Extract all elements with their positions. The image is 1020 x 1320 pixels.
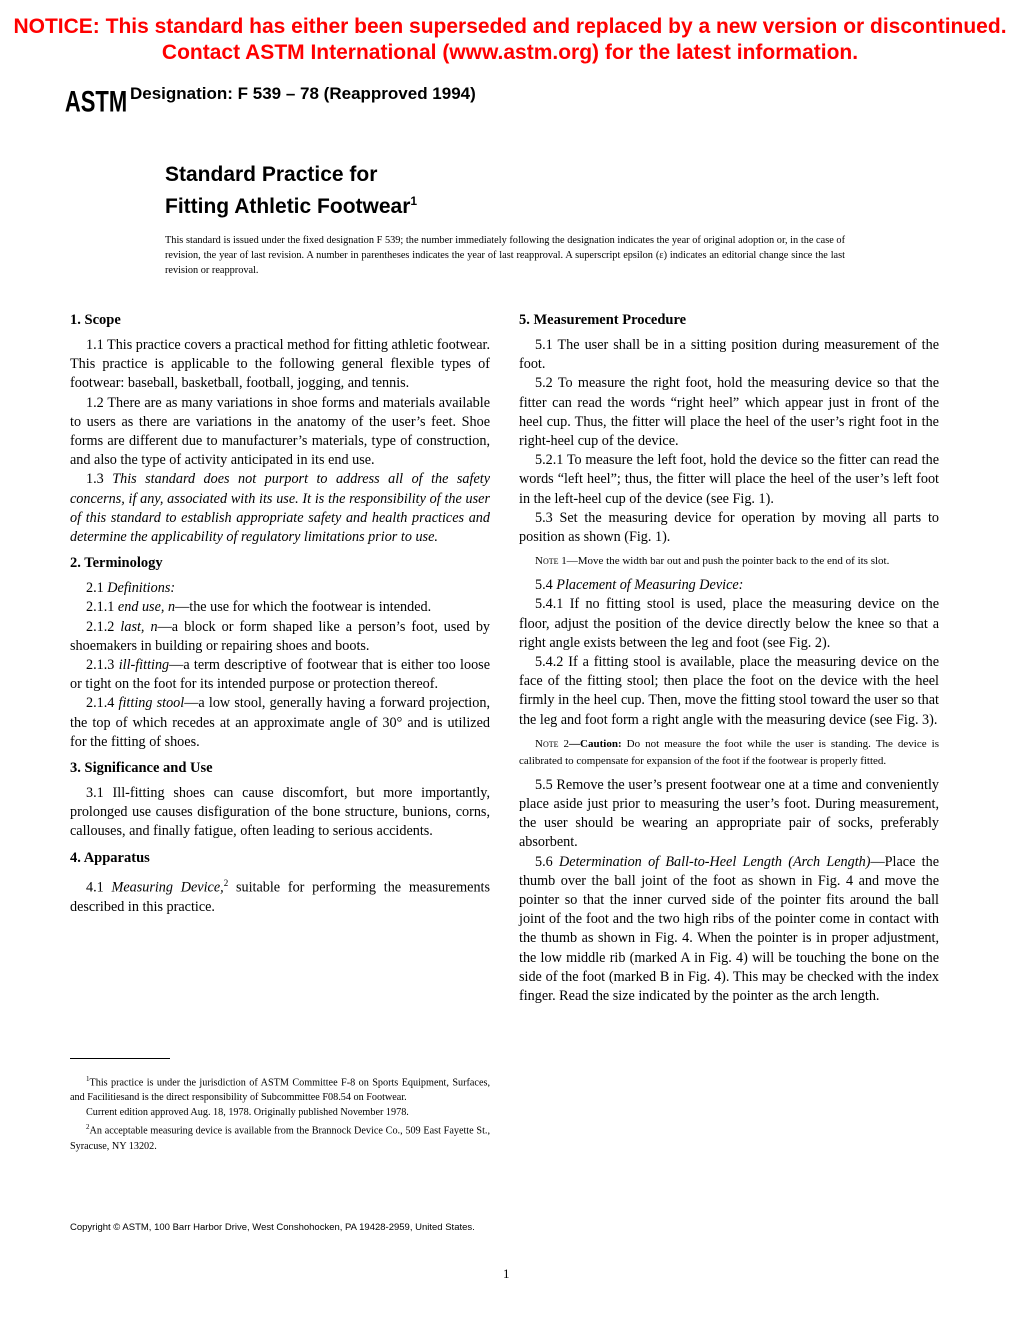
para-1-2: 1.2 There are as many variations in shoe forms and materials available to users as there are variations in the anatomy of the user’s feet. Shoe forms are different due to manufacturer’s materials, type of construction, and also the type of activity anticipated in its end use.: [70, 394, 490, 469]
para-2-1-text: Definitions:: [107, 580, 176, 597]
astm-logo-icon: [64, 78, 128, 126]
para-2-1: [70, 579, 490, 598]
term-arch-length: Determination of Ball-to-Heel Length (Arch Length): [559, 853, 871, 870]
para-4-1-text: suitable for performing the measurements described in this practice.: [70, 879, 491, 915]
note-1-text: —Move the width bar out and push the pointer back to the end of its slot.: [566, 555, 890, 568]
term-end-use: end use, n: [117, 599, 176, 616]
para-5-6: [519, 853, 939, 1007]
para-2-1-3-number: 2.1.3: [86, 657, 119, 674]
para-5-6-number: 5.6: [535, 853, 560, 870]
para-5-4: [519, 576, 939, 595]
footnote-divider: [70, 1058, 170, 1059]
footnote-2-text: An acceptable measuring device is available from the Brannock Device Co., 509 East Fayette St., Syracuse, NY 13202.: [70, 1125, 490, 1152]
para-5-3: 5.3 Set the measuring device for operation by moving all parts to position as shown (Fig. 1).: [519, 509, 939, 546]
designation: Designation: F 539 – 78 (Reapproved 1994): [130, 84, 476, 103]
para-1-1: 1.1 This practice covers a practical method for fitting athletic footwear. This practice is applicable to the following general flexible types of footwear: baseball, basketball, football, jogging, and tennis.: [70, 337, 490, 392]
page-number: 1: [503, 1266, 510, 1281]
para-2-1-number: 2.1: [86, 580, 108, 597]
note-1-label: Note 1: [535, 555, 567, 568]
notice-line-1: NOTICE: This standard has either been superseded and replaced by a new version or discontinued.: [13, 15, 1007, 38]
terminology-heading: 2. Terminology: [70, 555, 163, 572]
note-1: [519, 553, 939, 570]
para-5-5: 5.5 Remove the user’s present footwear one at a time and conveniently place aside just prior to measuring the user’s foot. During measurement, the user should be wearing an appropriate pair of socks, preferably absorbent.: [519, 776, 939, 851]
para-2-1-3: [70, 656, 490, 694]
def-end-use: —the use for which the footwear is intended.: [175, 599, 432, 616]
term-measuring-device: Measuring Device,: [111, 879, 224, 896]
para-2-1-1-number: 2.1.1: [86, 599, 118, 616]
note-2-label: Note 2: [535, 737, 570, 750]
para-1-3: [70, 470, 490, 547]
title-footnote-mark: 1: [410, 194, 418, 208]
term-last: last, n: [120, 618, 158, 635]
para-5-2: 5.2 To measure the right foot, hold the measuring device so that the fitter can read the words “right heel” which appear just in front of the heel cup. Thus, the fitter will place the heel of the user’s right foot in the right-heel cup of the device.: [519, 375, 939, 450]
superseded-notice: [0, 14, 1020, 66]
footnote-2-ref: 2: [223, 877, 229, 888]
apparatus-heading: 4. Apparatus: [70, 849, 150, 866]
para-1-3-text: This standard does not purport to address all of the safety concerns, if any, associated with its use. It is the responsibility of the user of this standard to establish appropriate safety and health practices and determine the applicability of regulatory limitations prior to use.: [70, 471, 490, 546]
footnote-1-edition: Current edition approved Aug. 18, 1978. Originally published November 1978.: [86, 1107, 409, 1119]
copyright: Copyright © ASTM, 100 Barr Harbor Drive, West Conshohocken, PA 19428-2959, United States.: [70, 1222, 475, 1233]
footnote-2: [70, 1120, 490, 1153]
para-3-1: 3.1 Ill-fitting shoes can cause discomfort, but more importantly, prolonged use causes disfiguration of the bone structure, bunions, corns, callouses, and finally fatigue, often leading to serious accidents.: [70, 785, 490, 840]
para-5-4-text: Placement of Measuring Device:: [556, 577, 744, 594]
para-5-2-1: 5.2.1 To measure the left foot, hold the device so the fitter can read the words “left heel”; thus, the fitter will place the heel of the user’s left foot in the left-heel cup of the device (see Fig. 1).: [519, 452, 939, 507]
footnote-1-text: This practice is under the jurisdiction of ASTM Committee F-8 on Sports Equipment, Surfaces, and Facilitiesand is the direct responsibility of Subcommittee F08.54 on Footwear.: [70, 1077, 490, 1104]
def-last: —a block or form shaped like a person’s foot, used by shoemakers in building or repairing shoes and boots.: [70, 618, 491, 654]
para-4-1-number: 4.1: [86, 879, 112, 896]
para-4-1: [70, 874, 490, 917]
significance-heading: 3. Significance and Use: [70, 760, 213, 777]
para-2-1-2-number: 2.1.2: [86, 618, 121, 635]
para-5-4-2: 5.4.2 If a fitting stool is available, place the measuring device on the face of the fitting stool; then place the foot on the device with the heel firmly in the heel cup. Then, move the fitting stool toward the user so that the leg and foot form a right angle with the measuring device (see Fig. 3).: [519, 654, 939, 728]
para-5-6-text: —Place the thumb over the ball joint of the foot as shown in Fig. 4 and move the pointer so that the inner curved side of the pointer fits around the ball joint of the foot and the two high ribs of the pointer come in contact with the thumb as shown in Fig. 4. When the pointer is in proper adjustment, the low middle rib (marked A in Fig. 4) will be touching the bone on the side of the foot (marked B in Fig. 4). This may be checked with the index finger. Read the size indicated by the pointer as the arch length.: [519, 853, 940, 1005]
term-fitting-stool: fitting stool: [118, 695, 185, 712]
notice-line-2: Contact ASTM International (www.astm.org) for the latest information.: [161, 41, 859, 64]
def-ill-fitting: —a term descriptive of footwear that is either too loose or tight on the foot for its intended purpose or protection thereof.: [70, 657, 490, 693]
procedure-heading: 5. Measurement Procedure: [519, 312, 687, 328]
para-2-1-4-number: 2.1.4: [86, 695, 119, 712]
note-2: [519, 736, 939, 770]
para-5-4-number: 5.4: [535, 577, 557, 594]
term-ill-fitting: ill-fitting: [118, 657, 170, 674]
para-5-1: 5.1 The user shall be in a sitting position during measurement of the foot.: [519, 337, 939, 373]
para-2-1-1: [70, 598, 490, 617]
footnotes: [70, 1072, 490, 1154]
footnote-1: [70, 1072, 490, 1105]
para-2-1-4: [70, 694, 490, 752]
issuance-note: This standard is issued under the fixed designation F 539; the number immediately following the designation indicates the year of original adoption or, in the case of revision, the year of last revision. A number in parentheses indicates the year of last reapproval. A superscript epsilon (ε) indicates an editorial change since the last revision or reapproval.: [165, 235, 845, 276]
para-2-1-2: [70, 618, 490, 656]
para-1-3-number: 1.3: [86, 471, 113, 488]
left-column: [70, 310, 490, 917]
right-column: [519, 310, 939, 1006]
note-2-text: Do not measure the foot while the user is standing. The device is calibrated to compensate for expansion of the foot if the footwear is properly fitted.: [519, 737, 939, 767]
footnote-1-mark: 1: [86, 1075, 90, 1083]
footnote-2-mark: 2: [86, 1123, 90, 1132]
note-2-caution: —Caution:: [569, 737, 622, 750]
def-fitting-stool: —a low stool, generally having a forward projection, the top of which recedes at an approximate angle of 30° and is utilized for the fitting of shoes.: [70, 695, 490, 750]
scope-heading: 1. Scope: [70, 312, 121, 328]
para-5-4-1: 5.4.1 If no fitting stool is used, place the measuring device on the floor, adjust the position of the device directly below the knee so that a right angle exists between the leg and foot (see Fig. 2).: [519, 596, 939, 651]
page-title: [165, 162, 417, 220]
title-line-1: Standard Practice for: [165, 163, 378, 186]
title-line-2: Fitting Athletic Footwear: [165, 195, 411, 218]
astm-logo-text: ASTM: [64, 84, 128, 119]
